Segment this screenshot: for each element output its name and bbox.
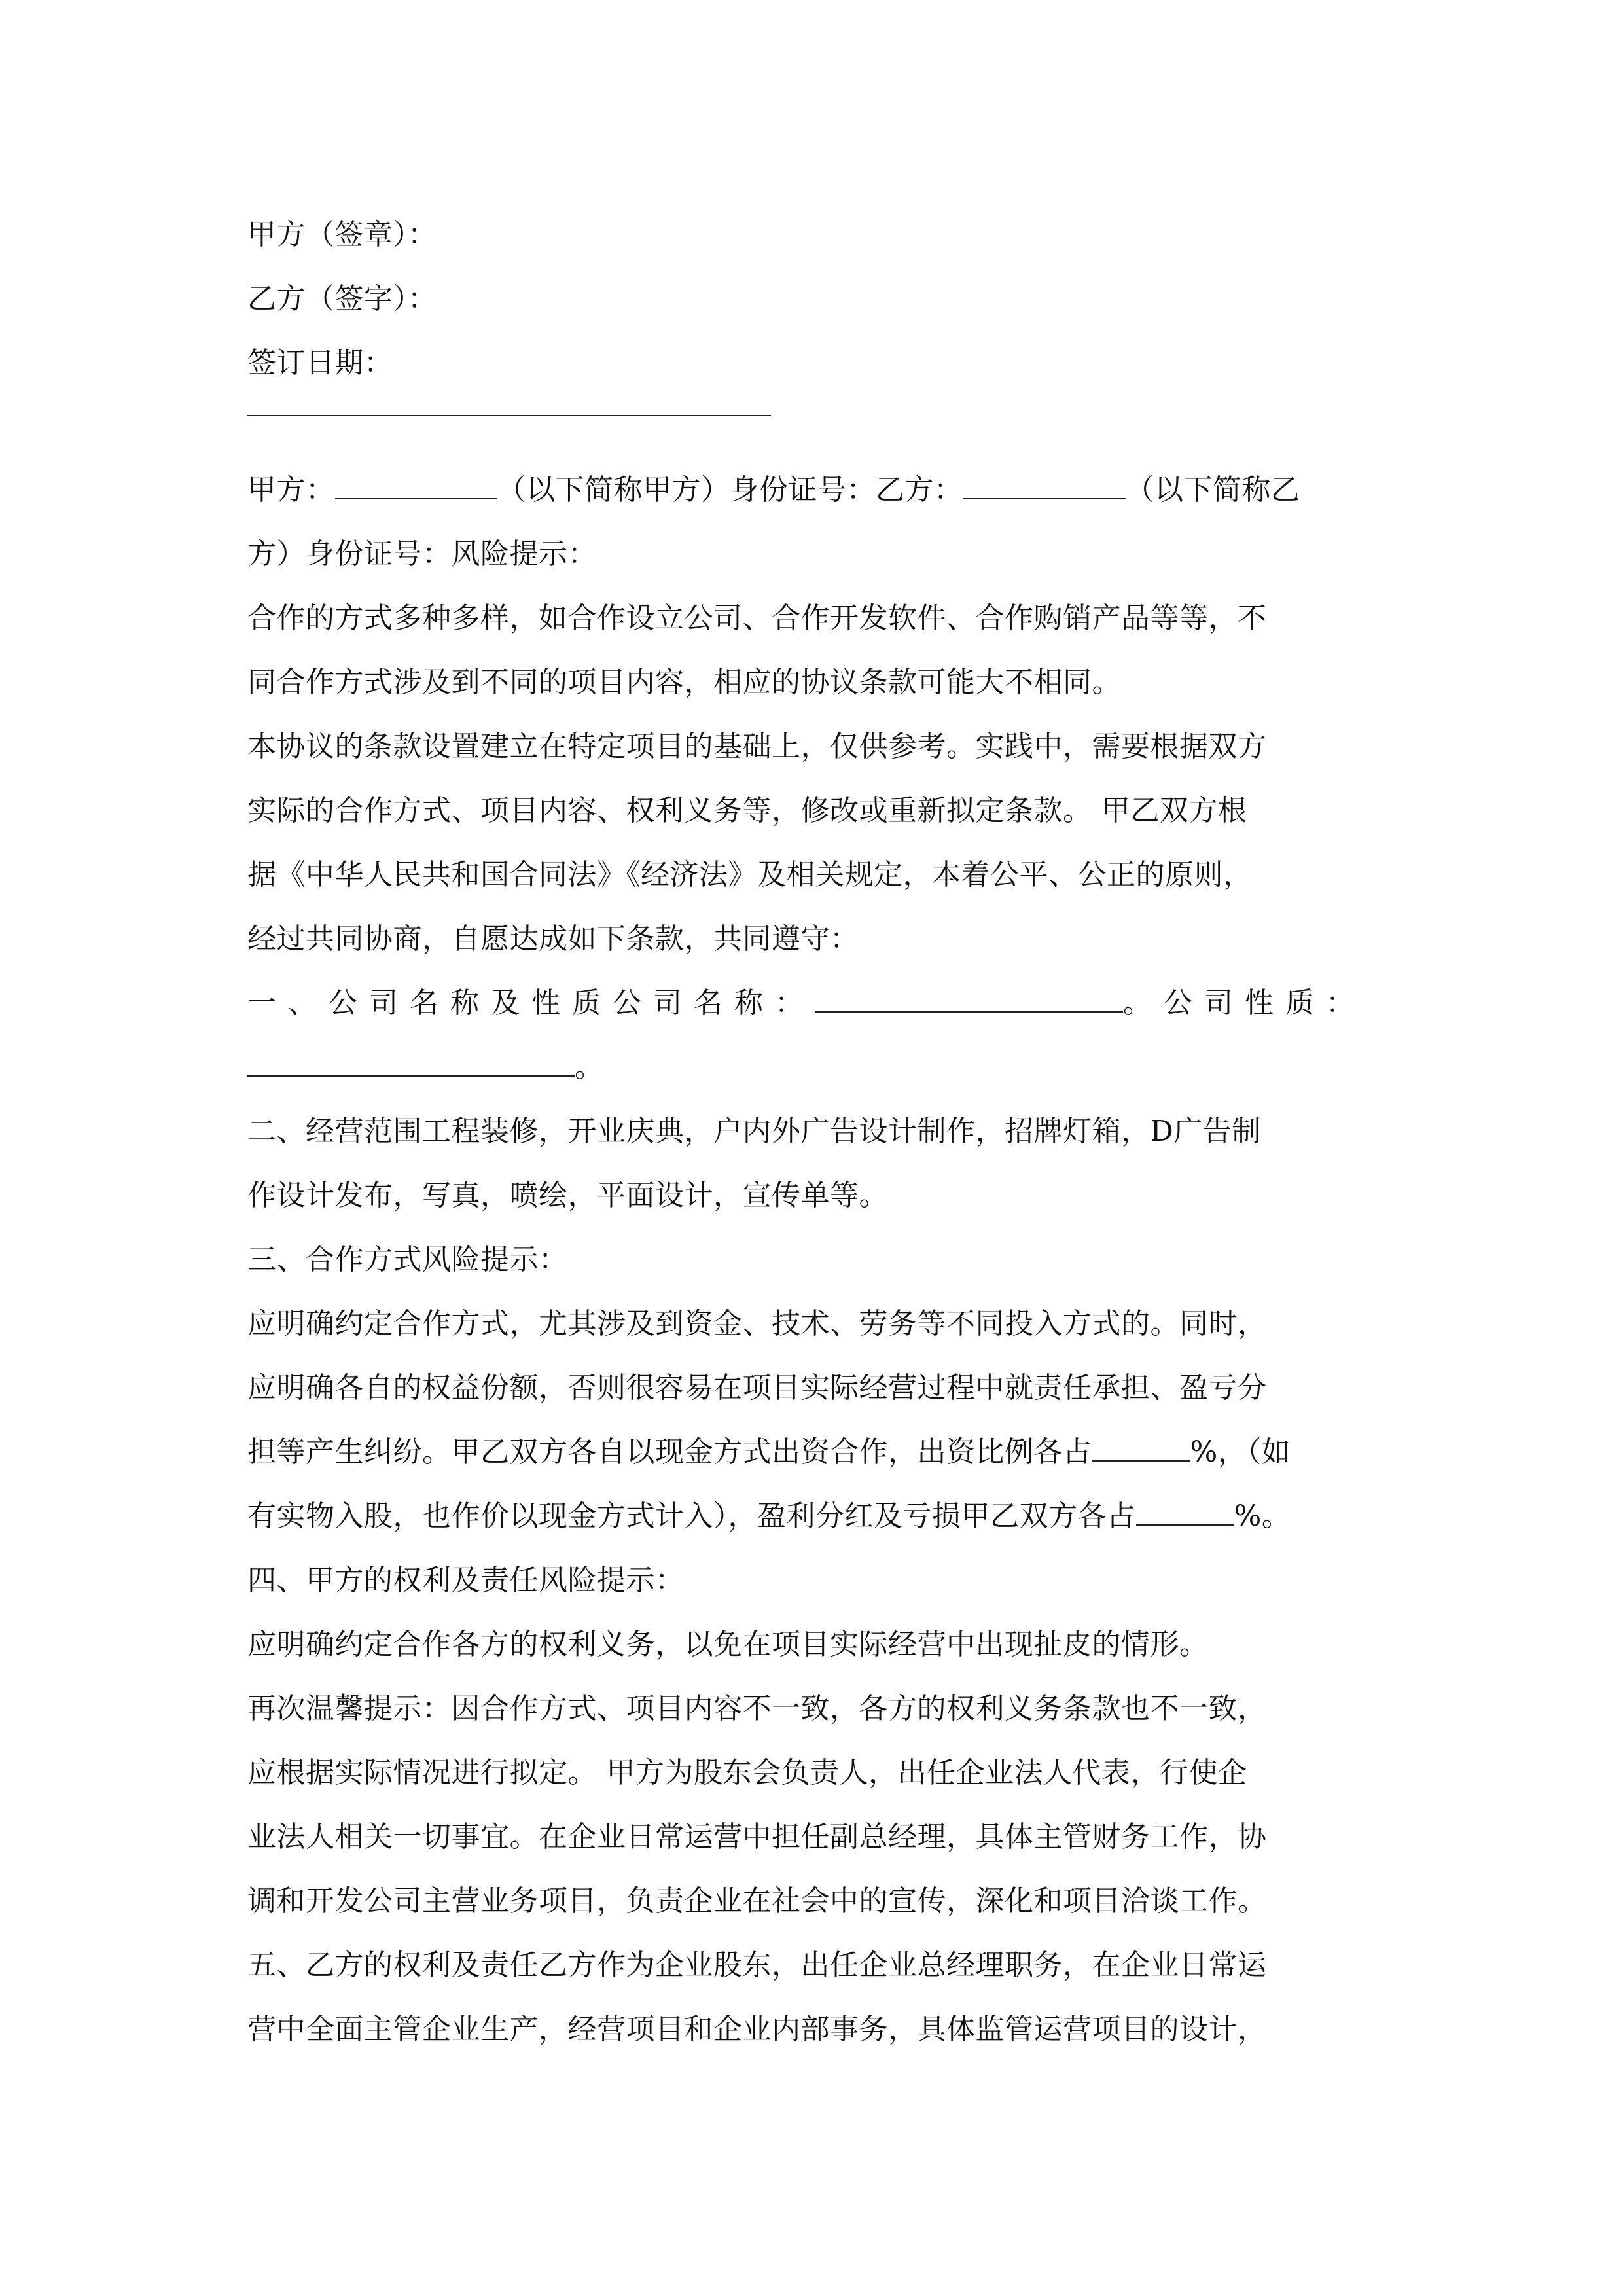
paragraph-text: %。 <box>1234 1499 1291 1533</box>
paragraph-line: 业法人相关一切事宜。在企业日常运营中担任副总经理，具体主管财务工作，协 <box>247 1820 1267 1854</box>
paragraph-line: 合作的方式多种多样，如合作设立公司、合作开发软件、合作购销产品等等，不 <box>247 601 1267 635</box>
separator <box>247 395 1380 435</box>
paragraph-line <box>247 458 1380 522</box>
paragraph-line: 作设计发布，写真，喷绘，平面设计，宣传单等。 <box>247 1179 888 1212</box>
paragraph-line: 调和开发公司主营业务项目，负责企业在社会中的宣传，深化和项目洽谈工作。 <box>247 1884 1267 1918</box>
paragraph-text: 。公司性质： <box>1123 986 1366 1020</box>
section-heading-company <box>247 971 1380 1035</box>
paragraph-line: 应根据实际情况进行拟定。 甲方为股东会负责人，出任企业法人代表，行使企 <box>247 1756 1247 1789</box>
paragraph-text: %，（如 <box>1190 1435 1291 1469</box>
paragraph-line: 营中全面主管企业生产，经营项目和企业内部事务，具体监管运营项目的设计， <box>247 2013 1267 2046</box>
paragraph-line: 本协议的条款设置建立在特定项目的基础上，仅供参考。实践中，需要根据双方 <box>247 730 1267 763</box>
section-heading-party-b: 五、乙方的权利及责任乙方作为企业股东，出任企业总经理职务，在企业日常运 <box>247 1948 1267 1982</box>
paragraph-text: 担等产生纠纷。甲乙双方各自以现金方式出资合作，出资比例各占 <box>247 1435 1092 1469</box>
paragraph-text: 。 <box>575 1050 604 1084</box>
paragraph-line: 据《中华人民共和国合同法》《经济法》及相关规定，本着公平、公正的原则， <box>247 858 1253 891</box>
paragraph-line: 经过共同协商，自愿达成如下条款，共同遵守： <box>247 922 859 956</box>
section-heading-cooperation: 三、合作方式风险提示： <box>247 1243 568 1276</box>
paragraph-line: 方）身份证号：风险提示： <box>247 537 597 571</box>
sign-date-line: 签订日期： <box>247 346 393 380</box>
section-heading-scope: 二、经营范围工程装修，开业庆典，户内外广告设计制作，招牌灯箱，D广告制 <box>247 1115 1261 1148</box>
paragraph-line <box>247 1484 1380 1549</box>
paragraph-text: 一、公司名称及性质公司名称： <box>247 986 815 1020</box>
paragraph-line <box>247 1420 1380 1484</box>
party-b-signature-line: 乙方（签字）： <box>247 282 437 315</box>
paragraph-line: 应明确各自的权益份额，否则很容易在项目实际经营过程中就责任承担、盈亏分 <box>247 1371 1267 1405</box>
fill-blank <box>1092 1434 1190 1462</box>
paragraph-text: （以下简称乙 <box>1125 473 1300 507</box>
paragraph-text: 有实物入股，也作价以现金方式计入），盈利分红及亏损甲乙双方各占 <box>247 1499 1136 1533</box>
separator-rule <box>247 415 771 416</box>
fill-blank <box>1136 1498 1234 1526</box>
paragraph-line: 应明确约定合作方式，尤其涉及到资金、技术、劳务等不同投入方式的。同时， <box>247 1307 1267 1340</box>
fill-blank <box>335 472 497 499</box>
paragraph-line: 同合作方式涉及到不同的项目内容，相应的协议条款可能大不相同。 <box>247 666 1121 699</box>
document-body <box>247 203 1380 2062</box>
fill-blank <box>247 1049 575 1077</box>
paragraph-line <box>247 1035 1380 1100</box>
paragraph-text: 甲方： <box>247 473 335 507</box>
paragraph-line: 实际的合作方式、项目内容、权利义务等，修改或重新拟定条款。 甲乙双方根 <box>247 794 1247 827</box>
party-a-signature-line: 甲方（签章）： <box>247 218 437 251</box>
fill-blank <box>815 985 1123 1013</box>
paragraph-text: （以下简称甲方）身份证号：乙方： <box>497 473 963 507</box>
section-heading-party-a: 四、甲方的权利及责任风险提示： <box>247 1564 685 1597</box>
fill-blank <box>963 472 1126 499</box>
paragraph-line: 再次温馨提示：因合作方式、项目内容不一致，各方的权利义务条款也不一致， <box>247 1692 1267 1725</box>
paragraph-line: 应明确约定合作各方的权利义务，以免在项目实际经营中出现扯皮的情形。 <box>247 1628 1209 1661</box>
spacer <box>247 435 1380 458</box>
